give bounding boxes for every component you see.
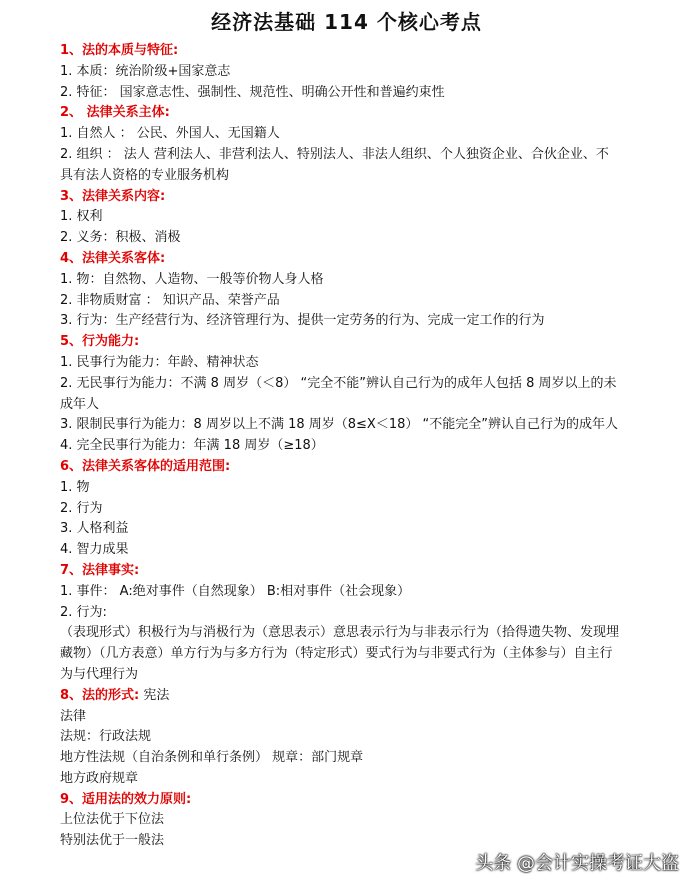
- section-3-line-1: 1. 权利: [60, 209, 103, 225]
- section-5-line-2: 2. 无民事行为能力：不满 8 周岁（＜8） “完全不能”辨认自己行为的成年人包括 8 周岁以上的未成年人: [60, 375, 617, 412]
- section-6-line-4: 4. 智力成果: [60, 542, 129, 558]
- section-9-line-1: 上位法优于下位法: [60, 812, 165, 828]
- section-2-heading: 2、 法律关系主体:: [60, 105, 170, 121]
- section-8-heading: [60, 686, 620, 707]
- section-8-line-4: 地方政府规章: [60, 770, 139, 786]
- section-5-line-4: 4. 完全民事行为能力：年满 18 周岁（≥18）: [60, 438, 324, 454]
- watermark: 头条 @会计实操考证大盗: [475, 853, 679, 874]
- document-title: 经济法基础 114 个核心考点: [211, 10, 482, 34]
- section-9-line-2: 特别法优于一般法: [60, 833, 165, 849]
- section-3-heading: 3、法律关系内容:: [60, 188, 166, 204]
- section-6-line-2: 2. 行为: [60, 500, 103, 516]
- section-4-line-1: 1. 物：自然物、人造物、一般等价物人身人格: [60, 271, 324, 287]
- section-5-line-3: 3. 限制民事行为能力：8 周岁以上不满 18 周岁（8≤X＜18） “不能完全”辨认自己行为的成年人: [60, 417, 618, 433]
- section-4-line-2: 2. 非物质财富 ： 知识产品、荣誉产品: [60, 292, 280, 308]
- section-8-line-1: 法律: [60, 708, 87, 724]
- section-8-heading-tail: 宪法: [139, 687, 170, 703]
- section-6-heading: 6、法律关系客体的适用范围:: [60, 458, 231, 474]
- section-2-line-2: 2. 组织 ： 法人 营利法人、非营利法人、特别法人、非法人组织、个人独资企业、合伙企业、不具有法人资格的专业服务机构: [60, 146, 609, 183]
- section-7-line-3: （表现形式）积极行为与消极行为（意思表示）意思表示行为与非表示行为（拾得遗失物、发现埋藏物）（几方表意）单方行为与多方行为（特定形式）要式行为与非要式行为（主体参与）自主行为与代理行为: [60, 625, 620, 682]
- section-7-line-1: 1. 事件： A:绝对事件（自然现象） B:相对事件（社会现象）: [60, 583, 411, 599]
- section-2-line-1: 1. 自然人 ： 公民、外国人、无国籍人: [60, 126, 280, 142]
- section-1-heading: 1、法的本质与特征:: [60, 43, 179, 58]
- document-body: [0, 41, 620, 852]
- section-1-line-1: 1. 本质：统治阶级+国家意志: [60, 63, 231, 79]
- section-7-heading: 7、法律事实:: [60, 562, 140, 578]
- section-5-heading: 5、行为能力:: [60, 334, 140, 350]
- section-8-heading-text: 8、法的形式:: [60, 687, 140, 703]
- section-6-line-1: 1. 物: [60, 479, 90, 495]
- section-9-heading: 9、适用法的效力原则:: [60, 791, 192, 807]
- section-4-line-3: 3. 行为：生产经营行为、经济管理行为、提供一定劳务的行为、完成一定工作的行为: [60, 313, 545, 329]
- section-7-line-2: 2. 行为:: [60, 604, 107, 620]
- section-4-heading: 4、法律关系客体:: [60, 250, 166, 266]
- section-1-line-2: 2. 特征： 国家意志性、强制性、规范性、明确公开性和普遍约束性: [60, 84, 445, 100]
- section-5-line-1: 1. 民事行为能力：年龄、精神状态: [60, 354, 259, 370]
- section-3-line-2: 2. 义务：积极、消极: [60, 230, 181, 246]
- section-8-line-3: 地方性法规（自治条例和单行条例） 规章：部门规章: [60, 750, 364, 766]
- section-6-line-3: 3. 人格利益: [60, 521, 129, 537]
- section-8-line-2: 法规：行政法规: [60, 729, 152, 745]
